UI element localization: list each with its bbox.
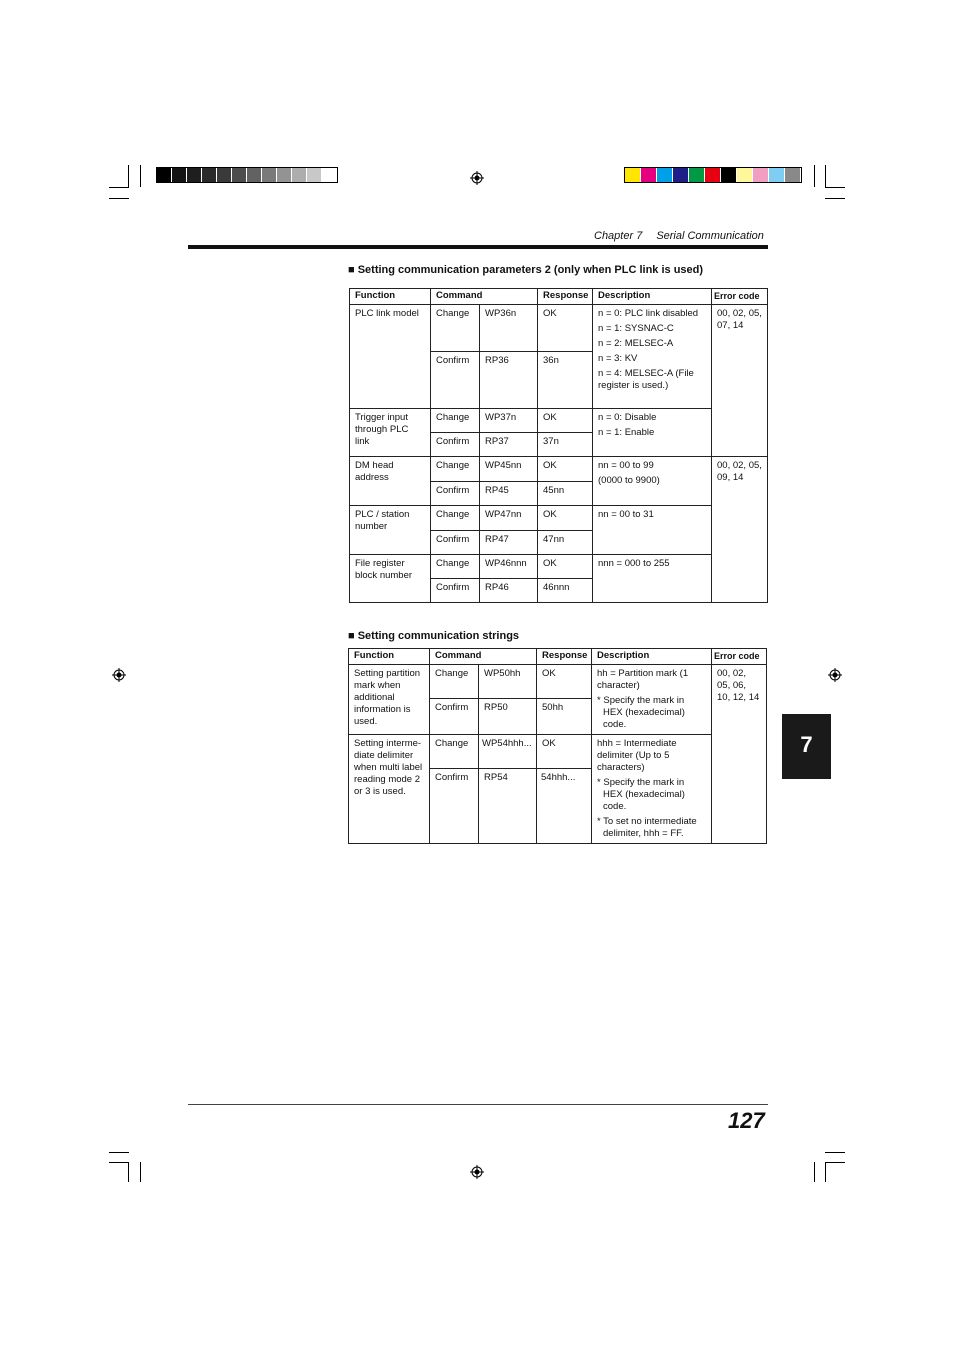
color-swatch xyxy=(217,168,232,182)
command-type-cell: Change xyxy=(431,305,480,352)
column-header: Function xyxy=(350,289,431,305)
command-cell: WP37n xyxy=(480,409,538,433)
color-swatch xyxy=(262,168,277,182)
section-heading: ■ Setting communication strings xyxy=(348,630,520,642)
color-swatch xyxy=(322,168,337,182)
crop-mark xyxy=(140,1162,141,1182)
color-swatch xyxy=(277,168,292,182)
registration-mark-icon xyxy=(470,171,484,185)
description-cell xyxy=(593,409,712,457)
description-line: n = 0: Disable xyxy=(598,412,657,423)
response-cell: OK xyxy=(538,409,593,433)
description-line: (0000 to 9900) xyxy=(598,475,660,486)
response-cell: OK xyxy=(537,665,592,699)
column-header: Command xyxy=(431,289,538,305)
crop-mark xyxy=(109,1152,129,1153)
color-swatch xyxy=(689,168,705,182)
command-cell: WP46nnn xyxy=(480,555,538,579)
error-code-cell: 00, 02, 05, 09, 14 xyxy=(712,457,768,603)
column-header: Command xyxy=(430,649,537,665)
color-swatch xyxy=(673,168,689,182)
command-type-cell: Confirm xyxy=(431,352,480,409)
crop-mark xyxy=(128,165,129,187)
color-swatch xyxy=(187,168,202,182)
response-cell: 36n xyxy=(538,352,593,409)
command-type-cell: Confirm xyxy=(431,531,480,555)
section-heading: ■ Setting communication parameters 2 (only when PLC link is used) xyxy=(348,264,704,276)
function-cell: PLC / station number xyxy=(350,506,431,555)
crop-mark xyxy=(814,165,815,187)
color-swatch xyxy=(157,168,172,182)
response-cell: 37n xyxy=(538,433,593,457)
grayscale-color-bar xyxy=(156,167,338,183)
function-cell: Trigger input through PLC link xyxy=(350,409,431,457)
command-cell: RP54 xyxy=(479,769,537,844)
command-cell: RP47 xyxy=(480,531,538,555)
chapter-tab: 7 xyxy=(782,714,831,779)
color-swatch xyxy=(307,168,322,182)
command-cell: RP37 xyxy=(480,433,538,457)
color-swatch xyxy=(232,168,247,182)
error-code-cell: 00, 02, 05, 06, 10, 12, 14 xyxy=(712,665,767,844)
response-cell: OK xyxy=(537,735,592,769)
command-cell: WP36n xyxy=(480,305,538,352)
error-code-cell: 00, 02, 05, 07, 14 xyxy=(712,305,768,457)
color-swatch xyxy=(721,168,737,182)
header-rule xyxy=(188,245,768,249)
crop-mark xyxy=(140,165,141,187)
column-header: Error code xyxy=(712,289,768,305)
command-cell: WP50hh xyxy=(479,665,537,699)
command-cell: RP36 xyxy=(480,352,538,409)
color-swatch xyxy=(785,168,801,182)
command-type-cell: Confirm xyxy=(431,482,480,506)
command-type-cell: Confirm xyxy=(431,579,480,603)
plc-parameters-table xyxy=(349,288,768,603)
command-cell: RP50 xyxy=(479,699,537,735)
response-cell: OK xyxy=(538,457,593,482)
description-cell: nn = 00 to 31 xyxy=(593,506,712,555)
command-type-cell: Change xyxy=(430,665,479,699)
crop-mark xyxy=(825,165,826,187)
function-cell: DM head address xyxy=(350,457,431,506)
command-type-cell: Change xyxy=(431,555,480,579)
column-header: Function xyxy=(349,649,430,665)
description-line: * To set no intermediate delimiter, hhh = FF. xyxy=(597,816,697,839)
description-line: n = 4: MELSEC-A (File register is used.) xyxy=(598,368,694,391)
response-cell: 50hh xyxy=(537,699,592,735)
color-swatch xyxy=(292,168,307,182)
registration-mark-icon xyxy=(112,668,126,682)
command-type-cell: Change xyxy=(431,506,480,531)
command-cell: WP47nn xyxy=(480,506,538,531)
crop-mark xyxy=(109,198,129,199)
column-header: Error code xyxy=(712,649,767,665)
color-swatch xyxy=(172,168,187,182)
command-cell: WP54hhh... xyxy=(479,735,537,769)
crop-mark xyxy=(128,1162,129,1182)
description-line: n = 2: MELSEC-A xyxy=(598,338,674,349)
description-line: * Specify the mark in HEX (hexadecimal) code. xyxy=(597,695,685,730)
response-cell: OK xyxy=(538,305,593,352)
crop-mark xyxy=(109,187,129,188)
column-header: Description xyxy=(592,649,712,665)
command-cell: WP45nn xyxy=(480,457,538,482)
response-cell: 45nn xyxy=(538,482,593,506)
crop-mark xyxy=(825,198,845,199)
crop-mark xyxy=(814,1162,815,1182)
process-color-bar xyxy=(624,167,802,183)
description-line: n = 1: SYSNAC-C xyxy=(598,323,674,334)
command-type-cell: Change xyxy=(431,409,480,433)
registration-mark-icon xyxy=(470,1165,484,1179)
color-swatch xyxy=(625,168,641,182)
chapter-title: Serial Communication xyxy=(656,230,764,242)
crop-mark xyxy=(825,1162,826,1182)
registration-mark-icon xyxy=(828,668,842,682)
chapter-label: Chapter 7 xyxy=(594,230,643,242)
function-cell: Setting partition mark when additional information is used. xyxy=(349,665,430,735)
function-cell: File register block number xyxy=(350,555,431,603)
crop-mark xyxy=(825,187,845,188)
color-swatch xyxy=(641,168,657,182)
column-header: Description xyxy=(593,289,712,305)
response-cell: 46nnn xyxy=(538,579,593,603)
description-line: n = 3: KV xyxy=(598,353,638,364)
response-cell: OK xyxy=(538,555,593,579)
crop-mark xyxy=(825,1162,845,1163)
column-header: Response xyxy=(538,289,593,305)
color-swatch xyxy=(202,168,217,182)
column-header: Response xyxy=(537,649,592,665)
color-swatch xyxy=(737,168,753,182)
running-header xyxy=(594,230,764,242)
footer-rule xyxy=(188,1104,768,1105)
command-type-cell: Change xyxy=(430,735,479,769)
response-cell: 54hhh... xyxy=(537,769,592,844)
color-swatch xyxy=(769,168,785,182)
response-cell: 47nn xyxy=(538,531,593,555)
function-cell: Setting interme-diate delimiter when multi label reading mode 2 or 3 is used. xyxy=(349,735,430,844)
description-cell: nnn = 000 to 255 xyxy=(593,555,712,603)
command-cell: RP46 xyxy=(480,579,538,603)
description-cell xyxy=(592,735,712,844)
command-type-cell: Confirm xyxy=(430,699,479,735)
color-swatch xyxy=(657,168,673,182)
description-line: n = 0: PLC link disabled xyxy=(598,308,699,319)
command-type-cell: Change xyxy=(431,457,480,482)
crop-mark xyxy=(109,1162,129,1163)
command-type-cell: Confirm xyxy=(430,769,479,844)
crop-mark xyxy=(825,1152,845,1153)
description-cell xyxy=(593,305,712,409)
command-cell: RP45 xyxy=(480,482,538,506)
description-line: hhh = Intermediate delimiter (Up to 5 characters) xyxy=(597,738,677,773)
description-line: n = 1: Enable xyxy=(598,427,655,438)
description-cell xyxy=(593,457,712,506)
page-number: 127 xyxy=(728,1108,765,1133)
command-type-cell: Confirm xyxy=(431,433,480,457)
response-cell: OK xyxy=(538,506,593,531)
color-swatch xyxy=(705,168,721,182)
description-line: * Specify the mark in HEX (hexadecimal) code. xyxy=(597,777,685,812)
description-cell xyxy=(592,665,712,735)
color-swatch xyxy=(247,168,262,182)
color-swatch xyxy=(753,168,769,182)
description-line: hh = Partition mark (1 character) xyxy=(597,668,689,691)
communication-strings-table xyxy=(348,648,767,844)
function-cell: PLC link model xyxy=(350,305,431,409)
description-line: nn = 00 to 99 xyxy=(598,460,654,471)
